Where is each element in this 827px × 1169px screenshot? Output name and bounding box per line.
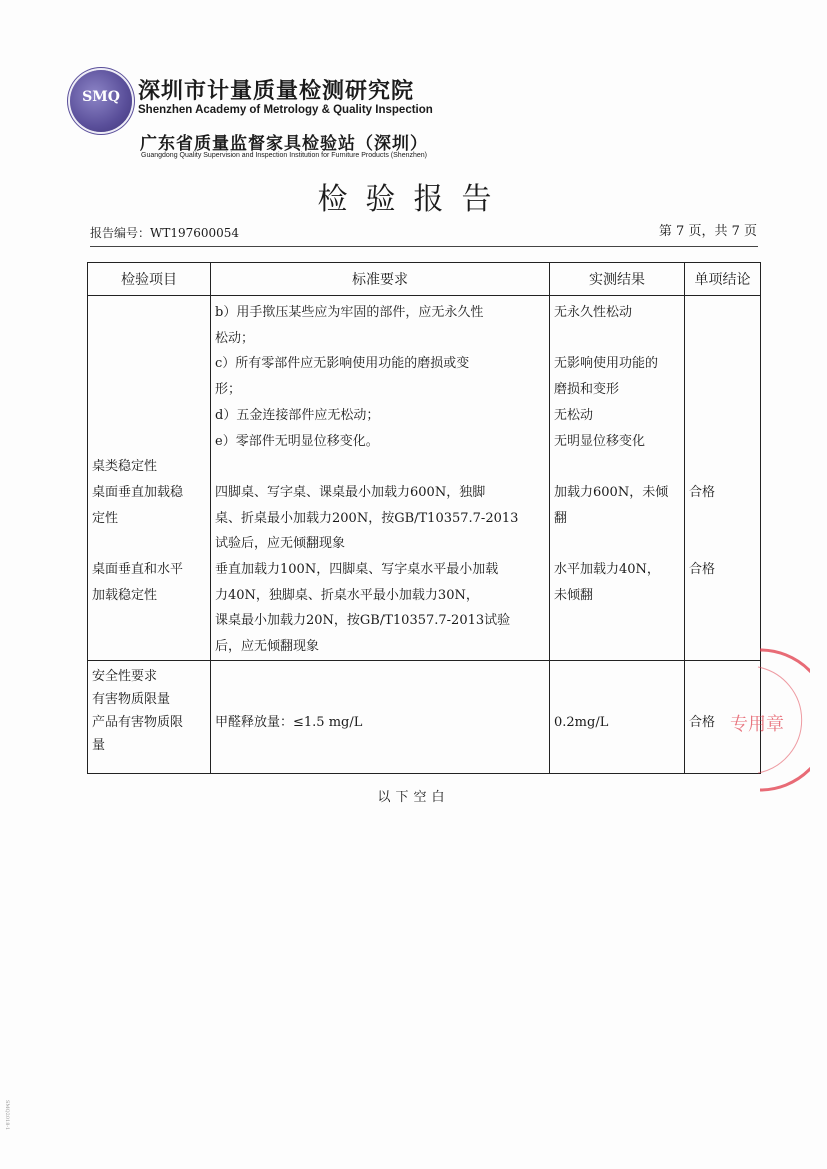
cell-line: c）所有零部件应无影响使用功能的磨损或变 [215, 356, 470, 372]
cell-line [215, 454, 545, 480]
side-code: SMQ2018-1 [4, 1100, 10, 1131]
cell-line: 松动； [215, 330, 255, 346]
cell-line: 无永久性松动 [554, 305, 633, 320]
cell-line [689, 300, 756, 326]
cell-line [92, 531, 206, 557]
cell-line [689, 454, 756, 480]
cell-line [92, 377, 206, 403]
cell-line: 有害物质限量 [92, 691, 171, 707]
lines [88, 661, 210, 757]
cell-line [689, 377, 756, 403]
cell-line: 定性 [92, 510, 119, 526]
table-header-row [88, 263, 761, 296]
cell-line: 加载稳定性 [92, 587, 158, 603]
page-number: 第 7 页，共 7 页 [658, 224, 757, 239]
cell-line: 无明显位移变化 [554, 433, 646, 449]
cell-line: 桌面垂直和水平 [92, 562, 184, 578]
org-name-en: Shenzhen Academy of Metrology & Quality Inspection [138, 104, 433, 116]
lines [550, 296, 684, 608]
page-title: 检验报告 [317, 182, 510, 217]
cell-line: 力40N，独脚桌、折桌水平最小加载力30N， [215, 587, 479, 603]
cell-line [554, 531, 680, 557]
cell-line: 产品有害物质限 [92, 714, 184, 730]
cell-line [554, 326, 680, 352]
stamp-text: 专用章 [730, 714, 784, 735]
cell-line: e）零部件无明显位移变化。 [215, 433, 379, 449]
cell-line: 合格 [689, 484, 716, 500]
cell-line [92, 326, 206, 352]
cell-line [215, 688, 545, 711]
cell-line: 加载力600N，未倾 [554, 484, 669, 500]
cell-line: 桌面垂直加载稳 [92, 484, 184, 500]
cell-line [689, 506, 756, 532]
cell-line: 翻 [554, 510, 568, 526]
cell-line: 垂直加载力100N，四脚桌、写字桌水平最小加载 [215, 562, 499, 578]
conclusion-cell [685, 296, 761, 661]
cell-line: 桌类稳定性 [92, 459, 158, 475]
cell-line: 形； [215, 382, 242, 398]
cell-line [215, 665, 545, 688]
item-cell [88, 296, 211, 661]
cell-line [92, 429, 206, 455]
cell-line: 合格 [689, 714, 716, 730]
inspection-table [87, 262, 761, 774]
cell-line [554, 454, 680, 480]
cell-line: 后，应无倾翻现象 [215, 639, 320, 655]
cell-line [554, 665, 680, 688]
cell-line: 无松动 [554, 407, 594, 423]
requirement-cell [211, 660, 550, 773]
station-name-en: Guangdong Quality Supervision and Inspection Institution for Furniture Products (Shenzhen) [141, 152, 427, 159]
cell-line: 桌、折桌最小加载力200N，按GB/T10357.7-2013 [215, 510, 519, 526]
cell-line [92, 403, 206, 429]
header-conclusion: 单项结论 [685, 263, 761, 296]
cell-line: d）五金连接部件应无松动； [215, 407, 380, 423]
cell-line: 水平加载力40N， [554, 562, 660, 578]
requirement-cell [211, 296, 550, 661]
cell-line: 安全性要求 [92, 668, 158, 684]
header-result: 实测结果 [550, 263, 685, 296]
cell-line: 量 [92, 737, 106, 753]
org-name-cn: 深圳市计量质量检测研究院 [138, 79, 415, 104]
cell-line [92, 351, 206, 377]
header-item: 检验项目 [88, 263, 211, 296]
cell-line: b）用手揿压某些应为牢固的部件，应无永久性 [215, 305, 484, 320]
result-cell [550, 660, 685, 773]
logo-text: SMQ [82, 89, 120, 105]
cell-line: 磨损和变形 [554, 382, 620, 398]
lines [211, 296, 549, 660]
cell-line [689, 351, 756, 377]
report-number: 报告编号：WT197600054 [90, 226, 240, 240]
cell-line [689, 429, 756, 455]
cell-line: 课桌最小加载力20N，按GB/T10357.7-2013试验 [215, 613, 511, 629]
header-requirement: 标准要求 [211, 263, 550, 296]
cell-line: 无影响使用功能的 [554, 356, 659, 372]
lines [685, 296, 760, 583]
official-stamp [700, 645, 810, 795]
cell-line [92, 300, 206, 326]
station-name-cn: 广东省质量监督家具检验站（深圳） [140, 134, 428, 154]
cell-line: 合格 [689, 562, 716, 578]
cell-line: 未倾翻 [554, 587, 594, 603]
cell-line: 0.2mg/L [554, 714, 609, 730]
table-row [88, 296, 761, 661]
lines [88, 296, 210, 608]
item-cell [88, 660, 211, 773]
cell-line: 甲醛释放量：≤1.5 mg/L [215, 714, 363, 730]
table-row [88, 660, 761, 773]
header-divider [90, 246, 758, 247]
lines [211, 661, 549, 734]
cell-line [554, 688, 680, 711]
blank-below-note: 以下空白 [377, 790, 450, 805]
cell-line: 试验后，应无倾翻现象 [215, 536, 346, 552]
result-cell [550, 296, 685, 661]
lines [550, 661, 684, 734]
cell-line [689, 326, 756, 352]
cell-line [689, 531, 756, 557]
cell-line [689, 403, 756, 429]
logo [70, 70, 132, 132]
cell-line: 四脚桌、写字桌、课桌最小加载力600N，独脚 [215, 484, 486, 500]
